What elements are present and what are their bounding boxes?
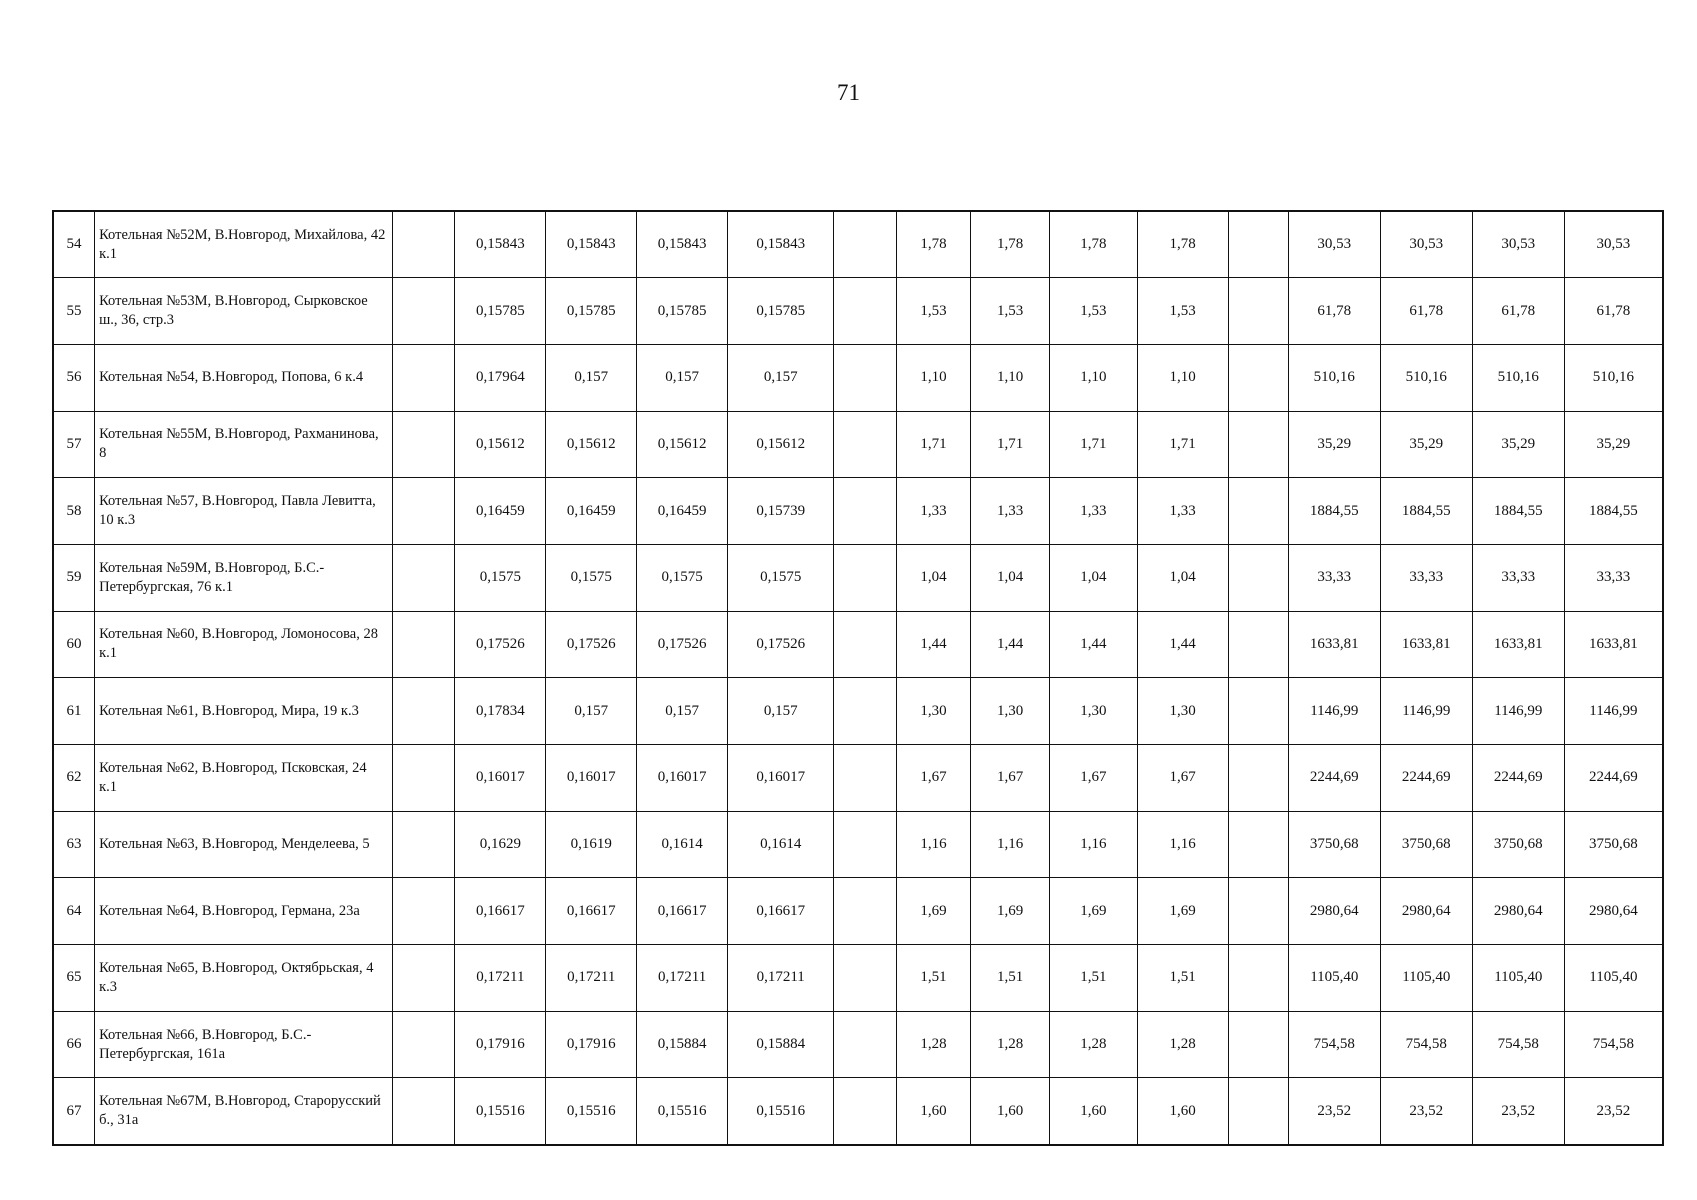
value-cell: 1,30 <box>1050 678 1138 745</box>
volume-cell: 510,16 <box>1472 344 1564 411</box>
volume-cell: 1105,40 <box>1288 945 1380 1012</box>
boiler-house-name-cell: Котельная №67М, В.Новгород, Старорусский б., 31а <box>95 1078 393 1145</box>
coefficient-cell: 0,16459 <box>546 478 637 545</box>
value-cell: 1,44 <box>1137 611 1228 678</box>
volume-cell: 61,78 <box>1564 278 1663 345</box>
value-cell: 1,30 <box>1137 678 1228 745</box>
value-cell: 1,28 <box>1137 1011 1228 1078</box>
value-cell: 1,28 <box>896 1011 970 1078</box>
value-cell: 1,04 <box>1050 544 1138 611</box>
boiler-house-name-cell: Котельная №55М, В.Новгород, Рахманинова, 8 <box>95 411 393 478</box>
volume-cell: 23,52 <box>1380 1078 1472 1145</box>
coefficient-cell: 0,17916 <box>455 1011 546 1078</box>
volume-cell: 1105,40 <box>1472 945 1564 1012</box>
empty-cell <box>834 478 896 545</box>
table-row <box>53 411 1663 478</box>
empty-cell <box>1228 411 1288 478</box>
row-number-cell: 59 <box>53 544 95 611</box>
value-cell: 1,30 <box>971 678 1050 745</box>
value-cell: 1,44 <box>1050 611 1138 678</box>
value-cell: 1,30 <box>896 678 970 745</box>
coefficient-cell: 0,17211 <box>546 945 637 1012</box>
coefficient-cell: 0,15516 <box>455 1078 546 1145</box>
coefficient-cell: 0,15785 <box>455 278 546 345</box>
row-number-cell: 56 <box>53 344 95 411</box>
boiler-house-name-cell: Котельная №59М, В.Новгород, Б.С.-Петербургская, 76 к.1 <box>95 544 393 611</box>
value-cell: 1,71 <box>1137 411 1228 478</box>
volume-cell: 33,33 <box>1288 544 1380 611</box>
volume-cell: 2244,69 <box>1288 745 1380 812</box>
volume-cell: 1146,99 <box>1472 678 1564 745</box>
volume-cell: 30,53 <box>1472 211 1564 278</box>
empty-cell <box>393 411 455 478</box>
value-cell: 1,69 <box>896 878 970 945</box>
coefficient-cell: 0,17834 <box>455 678 546 745</box>
row-number-cell: 61 <box>53 678 95 745</box>
coefficient-cell: 0,1575 <box>728 544 834 611</box>
value-cell: 1,16 <box>1050 811 1138 878</box>
row-number-cell: 54 <box>53 211 95 278</box>
value-cell: 1,51 <box>1050 945 1138 1012</box>
value-cell: 1,67 <box>971 745 1050 812</box>
empty-cell <box>393 611 455 678</box>
volume-cell: 1146,99 <box>1288 678 1380 745</box>
volume-cell: 510,16 <box>1564 344 1663 411</box>
volume-cell: 1146,99 <box>1564 678 1663 745</box>
boiler-house-name-cell: Котельная №62, В.Новгород, Псковская, 24 к.1 <box>95 745 393 812</box>
empty-cell <box>1228 678 1288 745</box>
volume-cell: 33,33 <box>1380 544 1472 611</box>
coefficient-cell: 0,15884 <box>728 1011 834 1078</box>
coefficient-cell: 0,17526 <box>728 611 834 678</box>
boiler-house-name-cell: Котельная №65, В.Новгород, Октябрьская, 4 к.3 <box>95 945 393 1012</box>
volume-cell: 3750,68 <box>1380 811 1472 878</box>
empty-cell <box>393 745 455 812</box>
page-number: 71 <box>837 80 860 105</box>
boiler-house-name-cell: Котельная №52М, В.Новгород, Михайлова, 42 к.1 <box>95 211 393 278</box>
boiler-house-name-cell: Котельная №64, В.Новгород, Германа, 23а <box>95 878 393 945</box>
value-cell: 1,71 <box>896 411 970 478</box>
coefficient-cell: 0,16459 <box>455 478 546 545</box>
empty-cell <box>393 878 455 945</box>
coefficient-cell: 0,157 <box>637 344 728 411</box>
table-row <box>53 278 1663 345</box>
coefficient-cell: 0,1575 <box>455 544 546 611</box>
coefficient-cell: 0,15843 <box>546 211 637 278</box>
empty-cell <box>1228 811 1288 878</box>
empty-cell <box>834 1011 896 1078</box>
volume-cell: 1146,99 <box>1380 678 1472 745</box>
volume-cell: 1633,81 <box>1472 611 1564 678</box>
empty-cell <box>834 945 896 1012</box>
coefficient-cell: 0,1629 <box>455 811 546 878</box>
value-cell: 1,10 <box>896 344 970 411</box>
value-cell: 1,53 <box>1137 278 1228 345</box>
coefficient-cell: 0,15516 <box>728 1078 834 1145</box>
value-cell: 1,78 <box>971 211 1050 278</box>
volume-cell: 35,29 <box>1564 411 1663 478</box>
coefficient-cell: 0,1614 <box>637 811 728 878</box>
table-row <box>53 211 1663 278</box>
value-cell: 1,33 <box>1137 478 1228 545</box>
coefficient-cell: 0,15843 <box>637 211 728 278</box>
boiler-house-name-cell: Котельная №54, В.Новгород, Попова, 6 к.4 <box>95 344 393 411</box>
value-cell: 1,44 <box>896 611 970 678</box>
volume-cell: 1884,55 <box>1380 478 1472 545</box>
coefficient-cell: 0,16617 <box>546 878 637 945</box>
value-cell: 1,51 <box>1137 945 1228 1012</box>
empty-cell <box>1228 878 1288 945</box>
value-cell: 1,60 <box>1050 1078 1138 1145</box>
coefficient-cell: 0,15516 <box>637 1078 728 1145</box>
table-row <box>53 878 1663 945</box>
volume-cell: 1884,55 <box>1564 478 1663 545</box>
coefficient-cell: 0,17526 <box>637 611 728 678</box>
boiler-house-name-cell: Котельная №63, В.Новгород, Менделеева, 5 <box>95 811 393 878</box>
value-cell: 1,51 <box>971 945 1050 1012</box>
coefficient-cell: 0,1614 <box>728 811 834 878</box>
table-row <box>53 945 1663 1012</box>
volume-cell: 30,53 <box>1380 211 1472 278</box>
coefficient-cell: 0,157 <box>728 678 834 745</box>
empty-cell <box>1228 1011 1288 1078</box>
value-cell: 1,78 <box>1137 211 1228 278</box>
coefficient-cell: 0,16017 <box>637 745 728 812</box>
volume-cell: 754,58 <box>1380 1011 1472 1078</box>
value-cell: 1,60 <box>896 1078 970 1145</box>
volume-cell: 1105,40 <box>1380 945 1472 1012</box>
coefficient-cell: 0,15785 <box>637 278 728 345</box>
empty-cell <box>834 211 896 278</box>
coefficient-cell: 0,17211 <box>455 945 546 1012</box>
value-cell: 1,71 <box>1050 411 1138 478</box>
value-cell: 1,51 <box>896 945 970 1012</box>
row-number-cell: 55 <box>53 278 95 345</box>
volume-cell: 23,52 <box>1564 1078 1663 1145</box>
value-cell: 1,60 <box>971 1078 1050 1145</box>
value-cell: 1,10 <box>1050 344 1138 411</box>
coefficient-cell: 0,157 <box>546 678 637 745</box>
row-number-cell: 65 <box>53 945 95 1012</box>
empty-cell <box>393 1078 455 1145</box>
empty-cell <box>393 478 455 545</box>
empty-cell <box>834 678 896 745</box>
empty-cell <box>834 811 896 878</box>
boiler-house-name-cell: Котельная №61, В.Новгород, Мира, 19 к.3 <box>95 678 393 745</box>
row-number-cell: 64 <box>53 878 95 945</box>
coefficient-cell: 0,157 <box>637 678 728 745</box>
volume-cell: 35,29 <box>1288 411 1380 478</box>
table-row <box>53 745 1663 812</box>
empty-cell <box>1228 945 1288 1012</box>
value-cell: 1,53 <box>971 278 1050 345</box>
row-number-cell: 62 <box>53 745 95 812</box>
row-number-cell: 63 <box>53 811 95 878</box>
empty-cell <box>834 1078 896 1145</box>
boiler-house-name-cell: Котельная №60, В.Новгород, Ломоносова, 28 к.1 <box>95 611 393 678</box>
volume-cell: 1633,81 <box>1564 611 1663 678</box>
coefficient-cell: 0,17211 <box>728 945 834 1012</box>
table-row <box>53 811 1663 878</box>
empty-cell <box>834 745 896 812</box>
empty-cell <box>393 1011 455 1078</box>
volume-cell: 2244,69 <box>1380 745 1472 812</box>
volume-cell: 61,78 <box>1288 278 1380 345</box>
boiler-house-name-cell: Котельная №66, В.Новгород, Б.С.-Петербургская, 161а <box>95 1011 393 1078</box>
coefficient-cell: 0,15516 <box>546 1078 637 1145</box>
table-row <box>53 1078 1663 1145</box>
value-cell: 1,78 <box>1050 211 1138 278</box>
volume-cell: 2980,64 <box>1472 878 1564 945</box>
volume-cell: 1884,55 <box>1288 478 1380 545</box>
empty-cell <box>393 344 455 411</box>
coefficient-cell: 0,15612 <box>637 411 728 478</box>
value-cell: 1,44 <box>971 611 1050 678</box>
value-cell: 1,53 <box>896 278 970 345</box>
empty-cell <box>834 278 896 345</box>
table-row <box>53 478 1663 545</box>
empty-cell <box>834 878 896 945</box>
empty-cell <box>1228 611 1288 678</box>
table-row <box>53 1011 1663 1078</box>
value-cell: 1,10 <box>971 344 1050 411</box>
coefficient-cell: 0,17526 <box>455 611 546 678</box>
volume-cell: 2980,64 <box>1564 878 1663 945</box>
empty-cell <box>393 544 455 611</box>
empty-cell <box>834 344 896 411</box>
volume-cell: 33,33 <box>1472 544 1564 611</box>
value-cell: 1,33 <box>971 478 1050 545</box>
volume-cell: 3750,68 <box>1472 811 1564 878</box>
empty-cell <box>393 811 455 878</box>
value-cell: 1,04 <box>896 544 970 611</box>
volume-cell: 33,33 <box>1564 544 1663 611</box>
volume-cell: 2980,64 <box>1288 878 1380 945</box>
coefficient-cell: 0,157 <box>728 344 834 411</box>
volume-cell: 2244,69 <box>1472 745 1564 812</box>
value-cell: 1,53 <box>1050 278 1138 345</box>
value-cell: 1,10 <box>1137 344 1228 411</box>
empty-cell <box>1228 344 1288 411</box>
coefficient-cell: 0,15612 <box>546 411 637 478</box>
row-number-cell: 67 <box>53 1078 95 1145</box>
value-cell: 1,16 <box>971 811 1050 878</box>
row-number-cell: 57 <box>53 411 95 478</box>
volume-cell: 2244,69 <box>1564 745 1663 812</box>
row-number-cell: 60 <box>53 611 95 678</box>
coefficient-cell: 0,15739 <box>728 478 834 545</box>
volume-cell: 754,58 <box>1288 1011 1380 1078</box>
table-row <box>53 544 1663 611</box>
value-cell: 1,60 <box>1137 1078 1228 1145</box>
empty-cell <box>393 945 455 1012</box>
row-number-cell: 66 <box>53 1011 95 1078</box>
volume-cell: 35,29 <box>1472 411 1564 478</box>
value-cell: 1,16 <box>1137 811 1228 878</box>
coefficient-cell: 0,16617 <box>637 878 728 945</box>
empty-cell <box>834 544 896 611</box>
boiler-house-name-cell: Котельная №57, В.Новгород, Павла Левитта, 10 к.3 <box>95 478 393 545</box>
volume-cell: 1633,81 <box>1380 611 1472 678</box>
volume-cell: 30,53 <box>1288 211 1380 278</box>
coefficient-cell: 0,15884 <box>637 1011 728 1078</box>
volume-cell: 510,16 <box>1288 344 1380 411</box>
volume-cell: 1633,81 <box>1288 611 1380 678</box>
coefficient-cell: 0,16617 <box>455 878 546 945</box>
coefficient-cell: 0,1575 <box>546 544 637 611</box>
coefficient-cell: 0,16459 <box>637 478 728 545</box>
volume-cell: 3750,68 <box>1288 811 1380 878</box>
coefficient-cell: 0,1619 <box>546 811 637 878</box>
value-cell: 1,69 <box>1137 878 1228 945</box>
volume-cell: 35,29 <box>1380 411 1472 478</box>
coefficient-cell: 0,15612 <box>455 411 546 478</box>
table-row <box>53 678 1663 745</box>
value-cell: 1,69 <box>1050 878 1138 945</box>
volume-cell: 61,78 <box>1472 278 1564 345</box>
value-cell: 1,33 <box>1050 478 1138 545</box>
coefficient-cell: 0,15843 <box>728 211 834 278</box>
volume-cell: 1884,55 <box>1472 478 1564 545</box>
row-number-cell: 58 <box>53 478 95 545</box>
empty-cell <box>834 411 896 478</box>
value-cell: 1,67 <box>1050 745 1138 812</box>
value-cell: 1,04 <box>1137 544 1228 611</box>
empty-cell <box>393 211 455 278</box>
empty-cell <box>1228 745 1288 812</box>
boiler-house-name-cell: Котельная №53М, В.Новгород, Сырковское ш., 36, стр.3 <box>95 278 393 345</box>
tariff-table <box>52 210 1664 1146</box>
coefficient-cell: 0,17916 <box>546 1011 637 1078</box>
empty-cell <box>393 678 455 745</box>
volume-cell: 510,16 <box>1380 344 1472 411</box>
coefficient-cell: 0,16017 <box>728 745 834 812</box>
volume-cell: 23,52 <box>1472 1078 1564 1145</box>
empty-cell <box>1228 478 1288 545</box>
empty-cell <box>1228 278 1288 345</box>
coefficient-cell: 0,15785 <box>728 278 834 345</box>
coefficient-cell: 0,15843 <box>455 211 546 278</box>
coefficient-cell: 0,15785 <box>546 278 637 345</box>
volume-cell: 30,53 <box>1564 211 1663 278</box>
coefficient-cell: 0,16017 <box>546 745 637 812</box>
coefficient-cell: 0,17526 <box>546 611 637 678</box>
coefficient-cell: 0,16617 <box>728 878 834 945</box>
coefficient-cell: 0,157 <box>546 344 637 411</box>
value-cell: 1,28 <box>971 1011 1050 1078</box>
value-cell: 1,69 <box>971 878 1050 945</box>
empty-cell <box>834 611 896 678</box>
coefficient-cell: 0,16017 <box>455 745 546 812</box>
value-cell: 1,78 <box>896 211 970 278</box>
value-cell: 1,33 <box>896 478 970 545</box>
volume-cell: 2980,64 <box>1380 878 1472 945</box>
value-cell: 1,04 <box>971 544 1050 611</box>
empty-cell <box>393 278 455 345</box>
volume-cell: 754,58 <box>1472 1011 1564 1078</box>
volume-cell: 23,52 <box>1288 1078 1380 1145</box>
empty-cell <box>1228 1078 1288 1145</box>
empty-cell <box>1228 544 1288 611</box>
volume-cell: 754,58 <box>1564 1011 1663 1078</box>
coefficient-cell: 0,17964 <box>455 344 546 411</box>
volume-cell: 1105,40 <box>1564 945 1663 1012</box>
coefficient-cell: 0,1575 <box>637 544 728 611</box>
coefficient-cell: 0,15612 <box>728 411 834 478</box>
empty-cell <box>1228 211 1288 278</box>
value-cell: 1,28 <box>1050 1011 1138 1078</box>
value-cell: 1,16 <box>896 811 970 878</box>
table-row <box>53 611 1663 678</box>
value-cell: 1,71 <box>971 411 1050 478</box>
volume-cell: 3750,68 <box>1564 811 1663 878</box>
coefficient-cell: 0,17211 <box>637 945 728 1012</box>
value-cell: 1,67 <box>896 745 970 812</box>
table-row <box>53 344 1663 411</box>
volume-cell: 61,78 <box>1380 278 1472 345</box>
value-cell: 1,67 <box>1137 745 1228 812</box>
